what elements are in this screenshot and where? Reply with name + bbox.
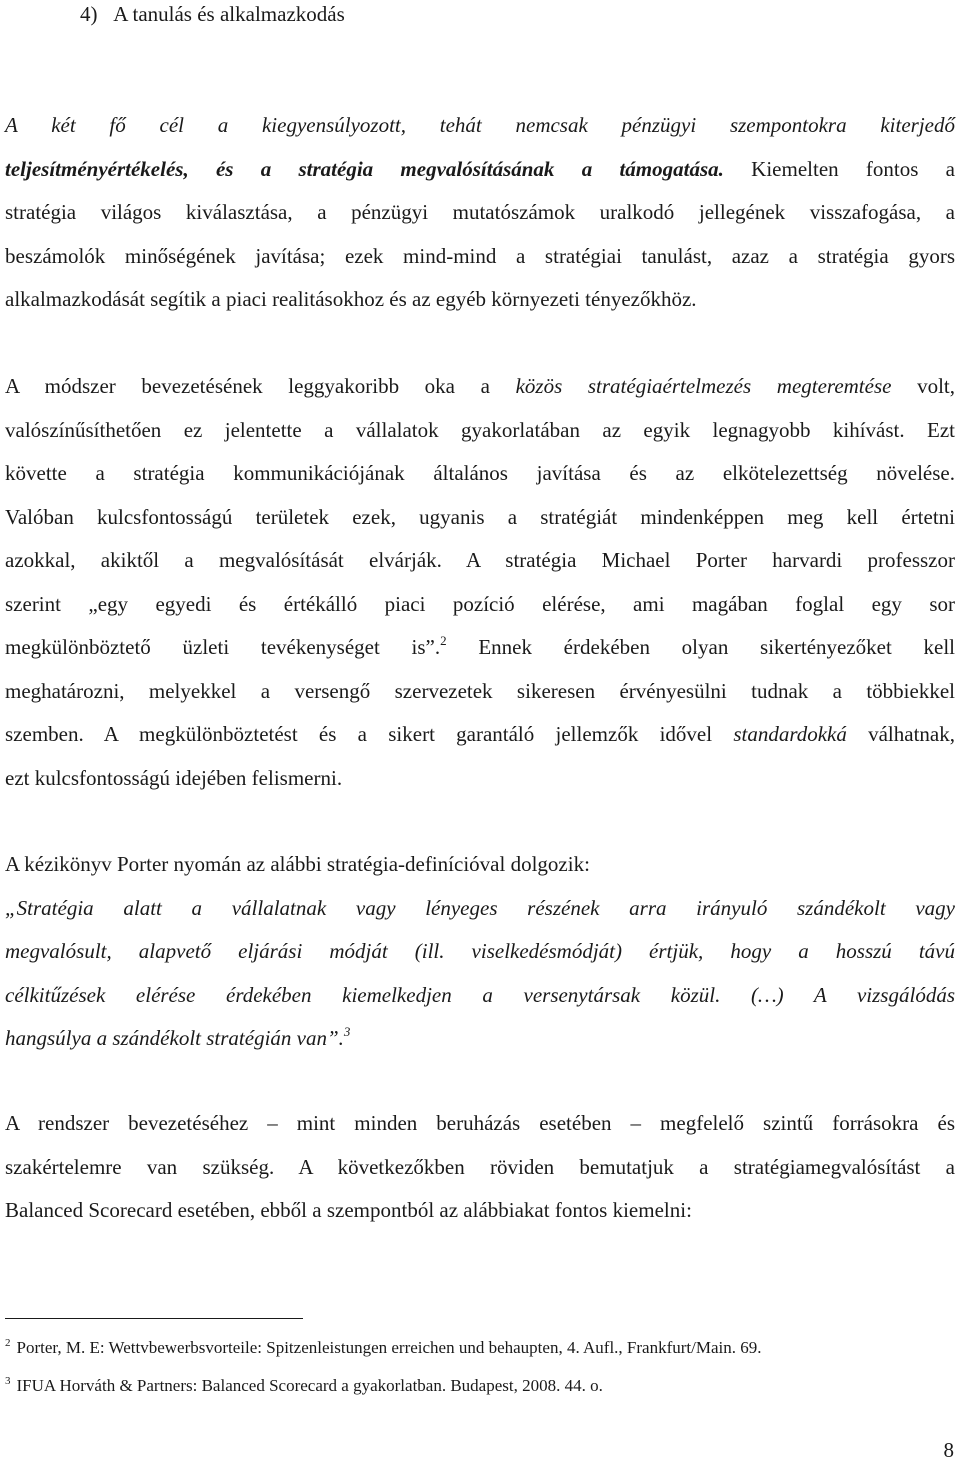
- paragraph-line: szerint „egy egyedi és értékálló piaci pozíció elérése, ami magában foglal egy sor: [5, 591, 955, 616]
- paragraph-line: A rendszer bevezetéséhez – mint minden beruházás esetében – megfelelő szintű forrásokra és: [5, 1111, 955, 1135]
- paragraph-line: követte a stratégia kommunikációjának általános javítása és az elkötelezettség növelése.: [5, 461, 955, 485]
- paragraph-line: A két fő cél a kiegyensúlyozott, tehát nemcsak pénzügyi szempontokra kiterjedő: [5, 113, 955, 137]
- paragraph-2: [5, 365, 955, 800]
- text-run: megkülönböztető üzleti tevékenységet is”.: [5, 635, 441, 659]
- quote-line: „Stratégia alatt a vállalatnak vagy lényeges részének arra irányuló szándékolt vagy: [5, 895, 955, 920]
- footnote-ref: 3: [343, 1024, 351, 1039]
- quote-line: célkitűzések elérése érdekében kiemelkedjen a versenytársak közül. (…) A vizsgálódás: [5, 982, 955, 1007]
- paragraph-line: azokkal, akiktől a megvalósítását elvárják. A stratégia Michael Porter harvardi professzor: [5, 548, 955, 572]
- text-run: volt,: [891, 374, 956, 398]
- paragraph-1: [5, 104, 955, 322]
- paragraph-line: A kézikönyv Porter nyomán az alábbi stratégia-definícióval dolgozik:: [5, 852, 590, 876]
- footnote-number: 2: [5, 1337, 11, 1349]
- italic-phrase: standardokká: [733, 722, 847, 746]
- quote-line: megvalósult, alapvető eljárási módját (ill. viselkedésmódját) értjük, hogy a hosszú távú: [5, 939, 955, 963]
- paragraph-line: Balanced Scorecard esetében, ebből a szempontból az alábbiakat fontos kiemelni:: [5, 1198, 692, 1222]
- text-run: hangsúlya a szándékolt stratégián van”.: [5, 1026, 344, 1050]
- footnote-text: Porter, M. E: Wettvbewerbsvorteile: Spitzenleistungen erreichen und behaupten, 4. Aufl., Frankfurt/Main. 69.: [16, 1338, 762, 1357]
- text-run: válhatnak,: [846, 722, 955, 746]
- paragraph-line: meghatározni, melyekkel a versengő szervezetek sikeresen érvényesülni tudnak a többiekkel: [5, 678, 955, 703]
- section-heading: 4) A tanulás és alkalmazkodás: [80, 2, 345, 26]
- paragraph-3: [5, 843, 955, 1061]
- paragraph-line: szakértelemre van szükség. A következőkben röviden bemutatjuk a stratégiamegvalósítást a: [5, 1154, 955, 1179]
- paragraph-line: alkalmazkodását segítik a piaci realitásokhoz és az egyéb környezeti tényezőkhöz.: [5, 287, 697, 311]
- page-number: 8: [943, 1438, 954, 1462]
- paragraph-line: [5, 626, 955, 670]
- footnote-number: 3: [5, 1375, 11, 1387]
- text-run: Kiemelten fontos a: [723, 156, 956, 181]
- paragraph-line: valószínűsíthetően ez jelentette a vállalatok gyakorlatában az egyik legnagyobb kihívást. Ezt: [5, 417, 955, 442]
- paragraph-4: [5, 1102, 955, 1233]
- text-run: szemben. A megkülönböztetést és a sikert garantáló jellemzők idővel: [5, 722, 734, 746]
- footnote-ref: 2: [440, 633, 447, 648]
- paragraph-line: stratégia világos kiválasztása, a pénzügyi mutatószámok uralkodó jellegének visszafogása, a: [5, 200, 955, 224]
- paragraph-line: [5, 713, 955, 757]
- paragraph-line: Valóban kulcsfontosságú területek ezek, ugyanis a stratégiát mindenképpen meg kell értetni: [5, 504, 955, 529]
- footnote-separator: [5, 1318, 303, 1319]
- footnote-2: [5, 1337, 762, 1359]
- italic-phrase: közös stratégiaértelmezés megteremtése: [515, 374, 892, 398]
- paragraph-line: [5, 365, 955, 409]
- text-run: A módszer bevezetésének leggyakoribb oka a: [5, 374, 516, 398]
- footnote-text: IFUA Horváth & Partners: Balanced Scorecard a gyakorlatban. Budapest, 2008. 44. o.: [16, 1376, 603, 1395]
- bold-phrase: teljesítményértékelés, és a stratégia megvalósításának a támogatása.: [5, 156, 724, 181]
- quote-line: [5, 1017, 955, 1061]
- paragraph-line: ezt kulcsfontosságú idejében felismerni.: [5, 765, 343, 790]
- text-run: Ennek érdekében olyan sikertényezőket kell: [446, 635, 956, 659]
- footnote-3: [5, 1375, 603, 1397]
- paragraph-line: [5, 148, 955, 192]
- paragraph-line: beszámolók minőségének javítása; ezek mind-mind a stratégiai tanulást, azaz a stratégia gyors: [5, 243, 955, 268]
